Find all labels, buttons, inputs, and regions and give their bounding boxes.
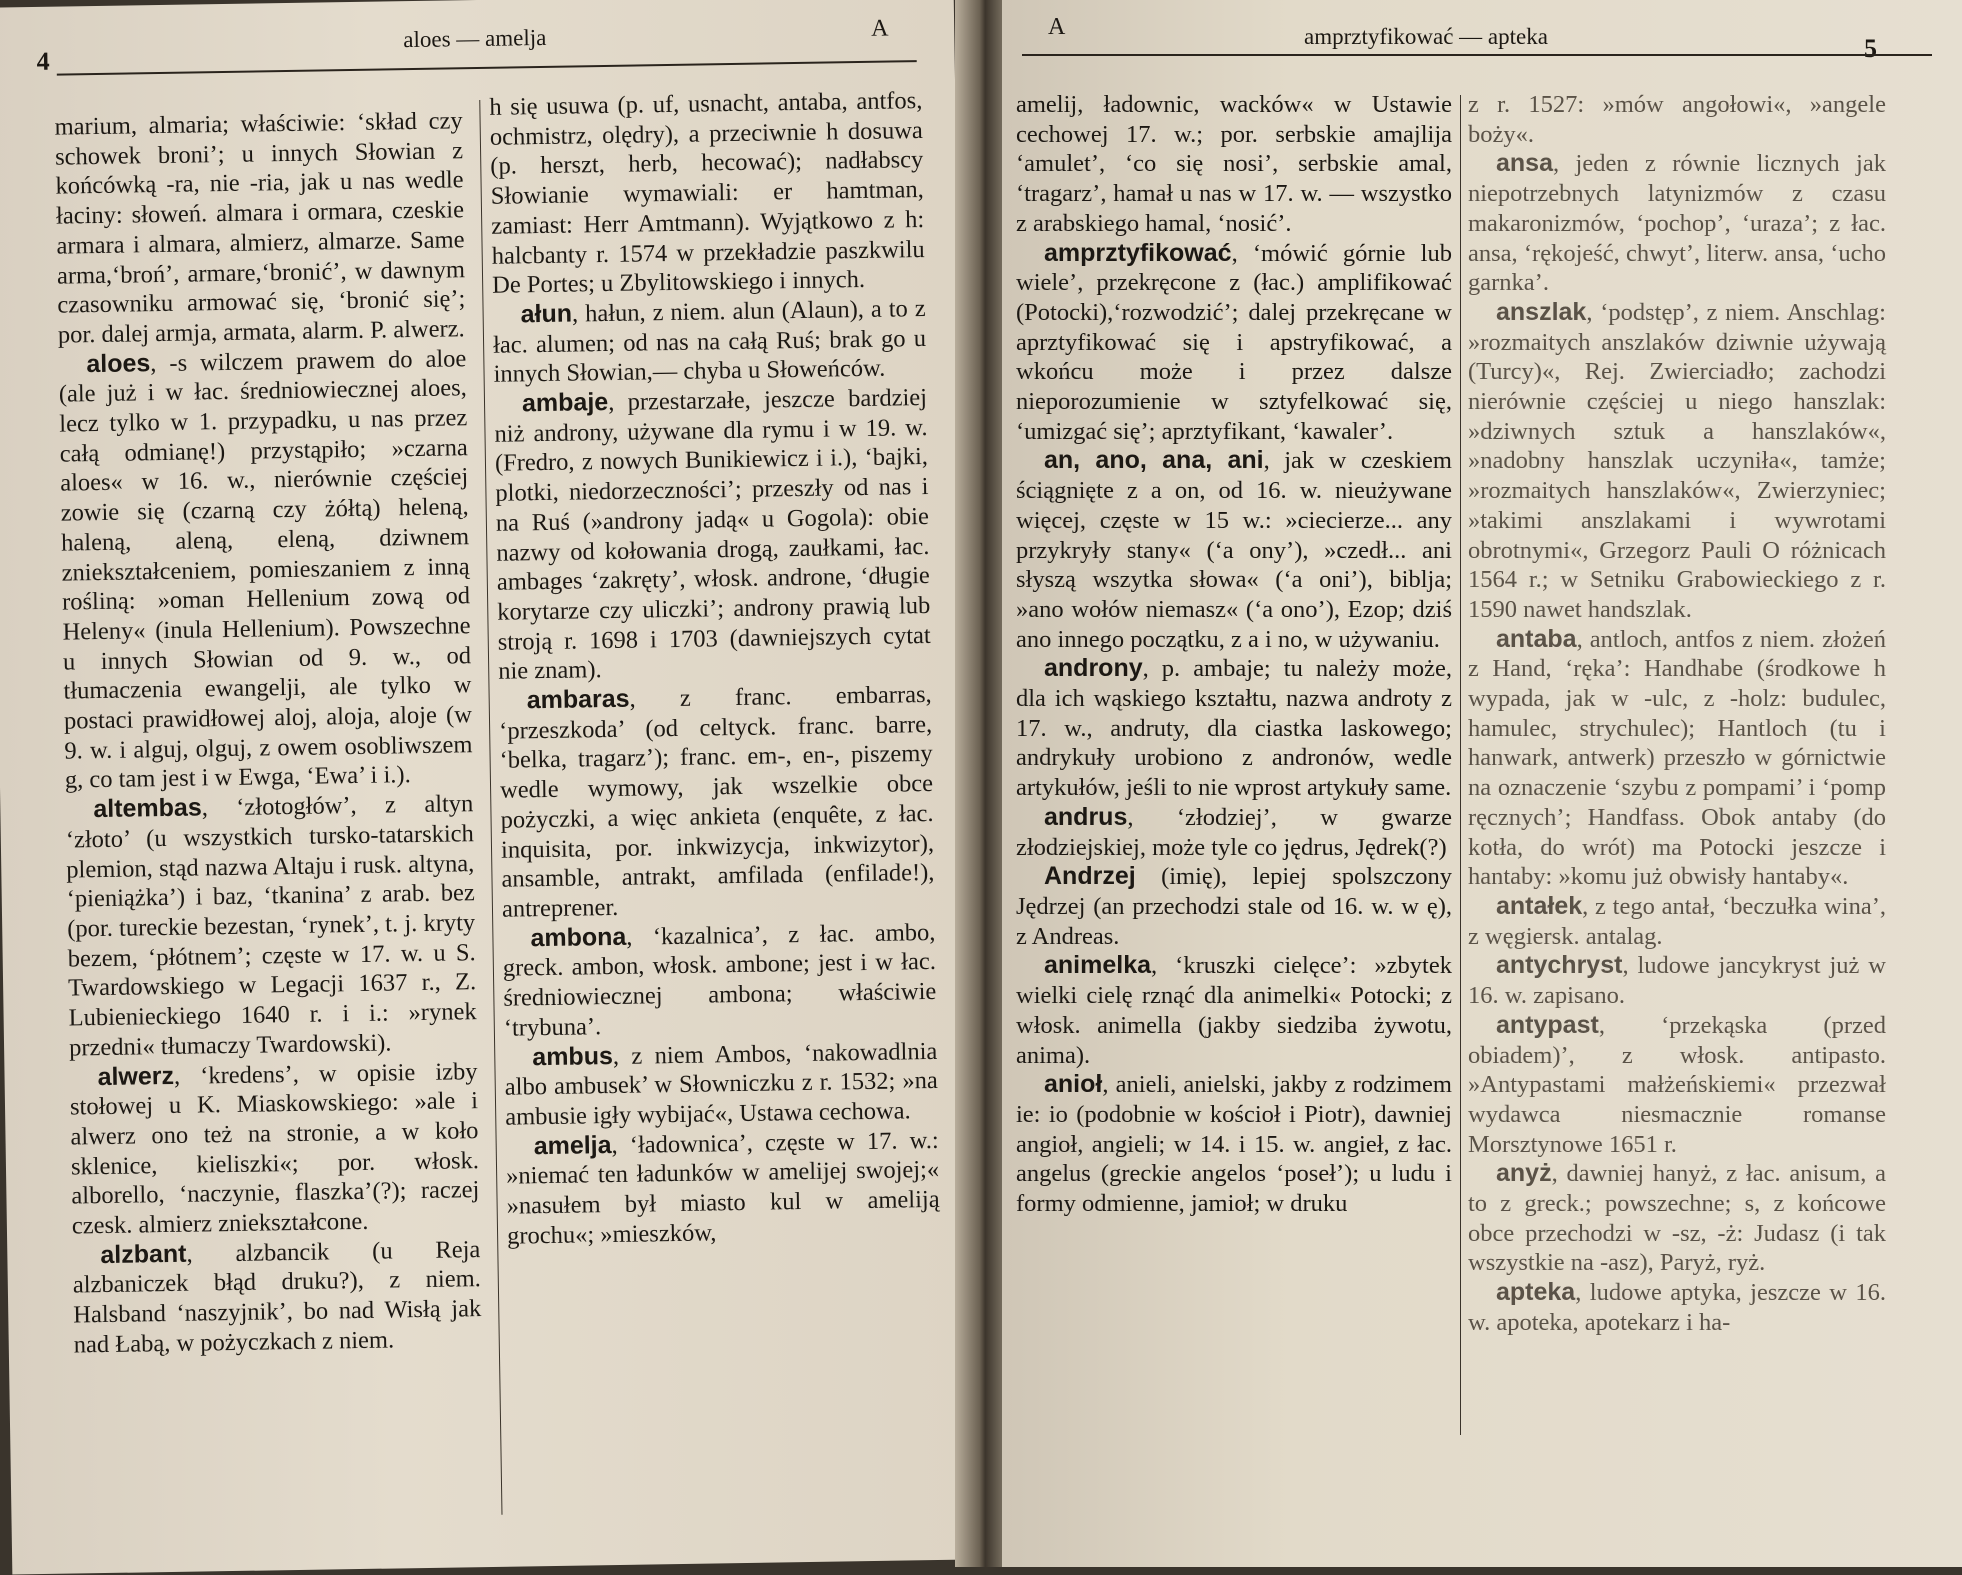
dictionary-entry bbox=[1468, 1159, 1886, 1278]
entry-text: , hałun, z niem. alun (Alaun), a to z łac. alumen; od nas na całą Ruś; brak go u innych Słowian,— chyba u Słoweńców. bbox=[492, 294, 927, 389]
dictionary-entry bbox=[72, 1235, 482, 1360]
dictionary-entry bbox=[505, 1125, 940, 1251]
entry-headword: aloes bbox=[86, 348, 151, 378]
right-column-1 bbox=[1016, 90, 1452, 1219]
dictionary-entry bbox=[1016, 90, 1452, 239]
entry-text: , ‘przekąska (przed obiadem)’, z włosk. antipasto. »Antypastami małżeńskiemi« przezwał wydawca niesmacznie romanse Morsztynowe 1651 r. bbox=[1468, 1011, 1886, 1158]
entry-headword: animelka bbox=[1044, 951, 1152, 980]
entry-text: , -s wilczem prawem do aloe (ale już i w łac. średniowiecznej aloes, lecz tylko w 1. przypadku, u nas przez całą odmianę!) przystąpiło; »czarna aloes« w 16. w., nierównie częściej zowie się (czarną czy żółtą) heleną, haleną, aleną, eleną, dziwnem zniekształceniem, pomieszaniem z inną rośliną: »oman Hellenium zową od Heleny« (inula Hellenium). Powszechne u innych Słowian od 9. w., od tłumaczenia ewangelji, ale tylko w postaci prawidłowej aloj, aloja, aloje (w 9. w. i alguj, olguj, z owem osobliwszem g, co tam jest i w Ewga, ‘Ewa’ i i.). bbox=[58, 344, 473, 795]
entry-text: , anieli, anielski, jakby z rodzimem ie: io (podobnie w kościoł i Piotr), dawniej angioł, angieli; w 14. i 15. w. angieł, z łac. angelus (greckie angelos ‘poseł’); u ludu i formy odmienne, jamioł; w druku bbox=[1016, 1071, 1452, 1218]
entry-text: , ‘kazalnica’, z łac. ambo, greck. ambon, włosk. ambone; jest i w łac. średniowiecznej ambona; właściwie ‘trybuna’. bbox=[502, 918, 937, 1042]
left-column-1 bbox=[54, 106, 482, 1360]
dictionary-entry bbox=[504, 1036, 938, 1132]
entry-text: , antloch, antfos z niem. złożeń z Hand, ‘ręka’: Handhabe (środkowe h wypada, jak w -ulc, z -holz: budulec, hamulec, strychulec); Hantloch (tu i hanwark, antwerk) przeszło w górnictwie na oznaczenie ‘szybu z pompami’ i ‘pomp ręcznych’; Handfass. Obok antaby (do kotła, do wrót) ma Potocki jeszcze i hantaby: »komu już obwisły hantaby«. bbox=[1468, 625, 1886, 891]
dictionary-entry bbox=[1468, 625, 1886, 892]
dictionary-entry bbox=[1016, 951, 1452, 1070]
entry-text: , przestarzałe, jeszcze bardziej niż androny, używane dla rymu i w 19. w. (Fredro, z nowych Bunikiewicz i i.), ‘bajki, plotki, niedorzeczności’; przeszły od nas i na Ruś (»androny jadą« u Gogola): obie nazwy od kołowania drogą, zaułkami, łac. ambages ‘zakręty’, włosk. androne, ‘długie korytarze czy uliczki’; androny prawią lub stroją r. 1698 i 1703 (dawniejszych cytat nie znam). bbox=[494, 384, 931, 686]
entry-text: , p. ambaje; tu należy może, dla ich wąskiego kształtu, nazwa androty z 17. w., andruty, dla ciastka laskowego; andrykuły urobiono z andronów, wedle artykułów, jeśli to nie wprost artykuły same. bbox=[1016, 655, 1452, 802]
entry-headword: amprztyfikować bbox=[1044, 238, 1232, 267]
entry-headword: anszlak bbox=[1496, 297, 1587, 326]
entry-text: , z tego antał, ‘beczułka wina’, z węgiersk. antalag. bbox=[1468, 892, 1886, 950]
entry-headword: anioł bbox=[1044, 1070, 1103, 1099]
entry-text: , ‘złodziej’, w gwarze złodziejskiej, może tyle co jędrus, Jędrek(?) bbox=[1016, 803, 1452, 861]
dictionary-entry bbox=[1468, 1278, 1886, 1337]
entry-headword: antychryst bbox=[1496, 951, 1623, 980]
entry-text: amelij, ładownic, wacków« w Ustawie cechowej 17. w.; por. serbskie amajlija ‘amulet’, ‘co się nosi’, serbskie amal, ‘tragarz’, hamał u nas w 17. w. — wszystko z arabskiego hamal, ‘nosić’. bbox=[1016, 91, 1452, 237]
dictionary-entry bbox=[1468, 298, 1886, 625]
dictionary-entry bbox=[492, 294, 926, 390]
dictionary-entry bbox=[65, 789, 477, 1063]
entry-headword: amelja bbox=[533, 1130, 612, 1160]
entry-headword: Andrzej bbox=[1044, 862, 1136, 891]
dictionary-entry bbox=[1468, 149, 1886, 298]
entry-headword: antałek bbox=[1496, 891, 1583, 920]
dictionary-entry bbox=[489, 86, 925, 301]
entry-text: , jeden z równie licznych jak niepotrzebnych latynizmów z czasu makaronizmów, ‘pochop’, ‘uraza’; z łac. ansa, ‘rękojeść, chwyt’, literw. ansa, ‘ucho garnka’. bbox=[1468, 150, 1886, 297]
entry-headword: altembas bbox=[93, 793, 202, 824]
dictionary-entry bbox=[1468, 1011, 1886, 1160]
entry-headword: andrus bbox=[1044, 802, 1128, 831]
entry-text: , alzbancik (u Reja alzbaniczek błąd druku?), z niem. Halsband ‘naszyjnik’, bo nad Wisłą jak nad Łabą, w pożyczkach z niem. bbox=[72, 1235, 482, 1359]
entry-headword: ałun bbox=[520, 299, 573, 329]
dictionary-entry bbox=[54, 106, 466, 350]
dictionary-entry bbox=[1016, 862, 1452, 951]
entry-text: , ‘mówić górnie lub wiele’, przekręcone z (łac.) amplifikować (Potocki),‘rozwodzić’; dalej przekręcane w aprztyfikować się i apstryfikować, a wkońcu może i przez dalsze nieporozumienie w sztyfelkować się, ‘umizgać się’; aprztyfikant, ‘kawaler’. bbox=[1016, 239, 1452, 445]
entry-text: , jak w czeskiem ściągnięte z a on, od 16. w. nieużywane więcej, częste w 15 w.: »ciecierze... any przykryły stany« (‘a ony’), »czedł... ani słyszą wszytka słowa« (‘a oni’), biblja; »ano wołów niemasz« (‘a ono’), Ezop; dziś ano innego początku, z a i no, w używaniu. bbox=[1016, 447, 1452, 653]
dictionary-entry bbox=[494, 383, 932, 687]
entry-text: , ludowe jancykryst już w 16. w. zapisano. bbox=[1468, 952, 1886, 1010]
entry-headword: ambus bbox=[532, 1041, 614, 1071]
entry-text: , z niem Ambos, ‘nakowadlnia albo ambusek’ w Słowniczku z r. 1532; »na ambusie igły wybijać«, Ustawa cechowa. bbox=[504, 1037, 938, 1131]
entry-text: (imię), lepiej spolszczony Jędrzej (an przechodzi stale od 16. w. w ę), z Andreas. bbox=[1016, 863, 1452, 950]
dictionary-entry bbox=[502, 918, 937, 1044]
dictionary-entry bbox=[1016, 654, 1452, 803]
entry-headword: ansa bbox=[1496, 149, 1553, 178]
entry-text: , ‘ładownica’, częste w 17. w.: »niemać ten ładunków w amelijej swojej;« »nasułem był miasto kul w ameliją grochu«; »mieszków, bbox=[505, 1126, 940, 1250]
entry-headword: ambaras bbox=[526, 684, 630, 715]
right-section-letter: A bbox=[1048, 14, 1066, 40]
dictionary-entry bbox=[58, 344, 473, 796]
entry-headword: alzbant bbox=[100, 1239, 187, 1269]
dictionary-entry bbox=[498, 680, 935, 924]
entry-text: , ludowe aptyka, jeszcze w 16. w. apoteka, apotekarz i ha- bbox=[1468, 1279, 1886, 1336]
right-column-divider bbox=[1460, 95, 1461, 1435]
left-page bbox=[0, 0, 978, 1574]
entry-text: , ‘kredens’, w opisie izby stołowej u K. Miaskowskiego: »ale i alwerz ono też na stronie, a w koło sklenice, kieliszki«; por. włosk. alborello, ‘naczynie, flaszka’(?); raczej czesk. almierz zniekształcone. bbox=[69, 1057, 480, 1240]
left-page-number: 4 bbox=[36, 46, 50, 76]
entry-headword: ambaje bbox=[521, 388, 609, 418]
entry-text: h się usuwa (p. uf, usnacht, antaba, antfos, ochmistrz, olędry), a przeciwnie h dosuwa (p. herszt, herb, hecować); nadłabscy Słowianie wymawiali: er hamtman, zamiast: Herr Amtmann). Wyjątkowo z h: halcbanty r. 1574 w przekładzie paszkwilu De Portes; u Zbylitowskiego i innych. bbox=[489, 87, 925, 300]
entry-headword: antaba bbox=[1496, 624, 1577, 653]
dictionary-entry bbox=[1468, 90, 1886, 149]
right-running-head: amprztyfikować — apteka bbox=[1304, 24, 1548, 49]
entry-text: , z franc. embarras, ‘przeszkoda’ (od celtyck. franc. barre, ‘belka, tragarz’); franc. em-, en-, piszemy wedle wymowy, jak wszelkie obce pożyczki, a więc ankieta (enquête, z łac. inquisita, por. inkwizycja, inkwizytor), ansamble, antrakt, amfilada (enfilade!), antreprener. bbox=[498, 681, 935, 923]
entry-text: , ‘złotogłów’, z altyn ‘złoto’ (u wszystkich tursko-tatarskich plemion, stąd nazwa Altaju i rusk. altyna, ‘pieniążka’) i baz, ‘tkanina’ z arab. bez (por. tureckie bezestan, ‘rynek’, t. j. kryty bezem, ‘płótnem’; częste w 17. w. u S. Twardowskiego w Legacji 1637 r., Z. Lubienieckiego 1640 r. i i.: »rynek przedni« tłumaczy Twardowski). bbox=[65, 790, 477, 1062]
dictionary-entry bbox=[69, 1057, 480, 1242]
entry-headword: anyż bbox=[1496, 1159, 1552, 1188]
left-column-2 bbox=[489, 86, 940, 1251]
dictionary-entry bbox=[1468, 892, 1886, 951]
right-column-2 bbox=[1468, 90, 1886, 1338]
dictionary-entry bbox=[1016, 239, 1452, 447]
right-page-number: 5 bbox=[1864, 34, 1877, 63]
dictionary-entry bbox=[1016, 1070, 1452, 1219]
entry-headword: ambona bbox=[530, 922, 627, 952]
entry-text: z r. 1527: »mów angołowi«, »angele boży«. bbox=[1468, 91, 1886, 148]
dictionary-entry bbox=[1016, 803, 1452, 862]
entry-text: marium, almaria; właściwie: ‘skład czy schowek broni’; u innych Słowian z końcówką -ra, nie -ria, jak u nas wedle łaciny: słoweń. almara i ormara, czeskie armara i almara, almierz, almarze. Same arma,‘broń’, armare,‘bronić’, w dawnym czasowniku armować się, ‘bronić się’; por. dalej armja, armata, alarm. P. alwerz. bbox=[54, 107, 466, 349]
entry-headword: alwerz bbox=[97, 1061, 175, 1091]
right-header-rule bbox=[1022, 54, 1932, 56]
entry-text: , dawniej hanyż, z łac. anisum, a to z greck.; powszechne; s, z końcowe obce przechodzi w -sz, -ż: Judasz (i tak wszystkie na -asz), Paryż, ryż. bbox=[1468, 1160, 1886, 1277]
left-section-letter: A bbox=[870, 15, 889, 42]
left-running-head: aloes — amelja bbox=[403, 24, 547, 53]
entry-headword: androny bbox=[1044, 654, 1143, 683]
entry-text: , ‘podstęp’, z niem. Anschlag: »rozmaitych anszlaków dziwnie używają (Turcy)«, Rej. Zwierciadło; zachodzi nierównie częściej u niego hanszlak: »dziwnych sztuk a hanszlaków«, »nadobny hanszlak uczyniła«, tamże; »rozmaitych hanszlaków«, Zwierzyniec; »takimi anszlakami i wywrotami obrotnymi«, Grzegorz Pauli O różnicach 1564 r.; w Setniku Grabowieckiego z r. 1590 nawet handszlak. bbox=[1468, 298, 1886, 623]
entry-headword: apteka bbox=[1496, 1278, 1576, 1307]
dictionary-entry bbox=[1016, 446, 1452, 654]
entry-headword: an, ano, ana, ani bbox=[1044, 446, 1264, 475]
right-page bbox=[1002, 0, 1962, 1567]
entry-text: , ‘kruszki cielęce’: »zbytek wielki cielę rznąć dla animelki« Potocki; z włosk. animella (jakby siedziba żywotu, anima). bbox=[1016, 952, 1452, 1069]
dictionary-entry bbox=[1468, 951, 1886, 1010]
entry-headword: antypast bbox=[1496, 1010, 1599, 1039]
